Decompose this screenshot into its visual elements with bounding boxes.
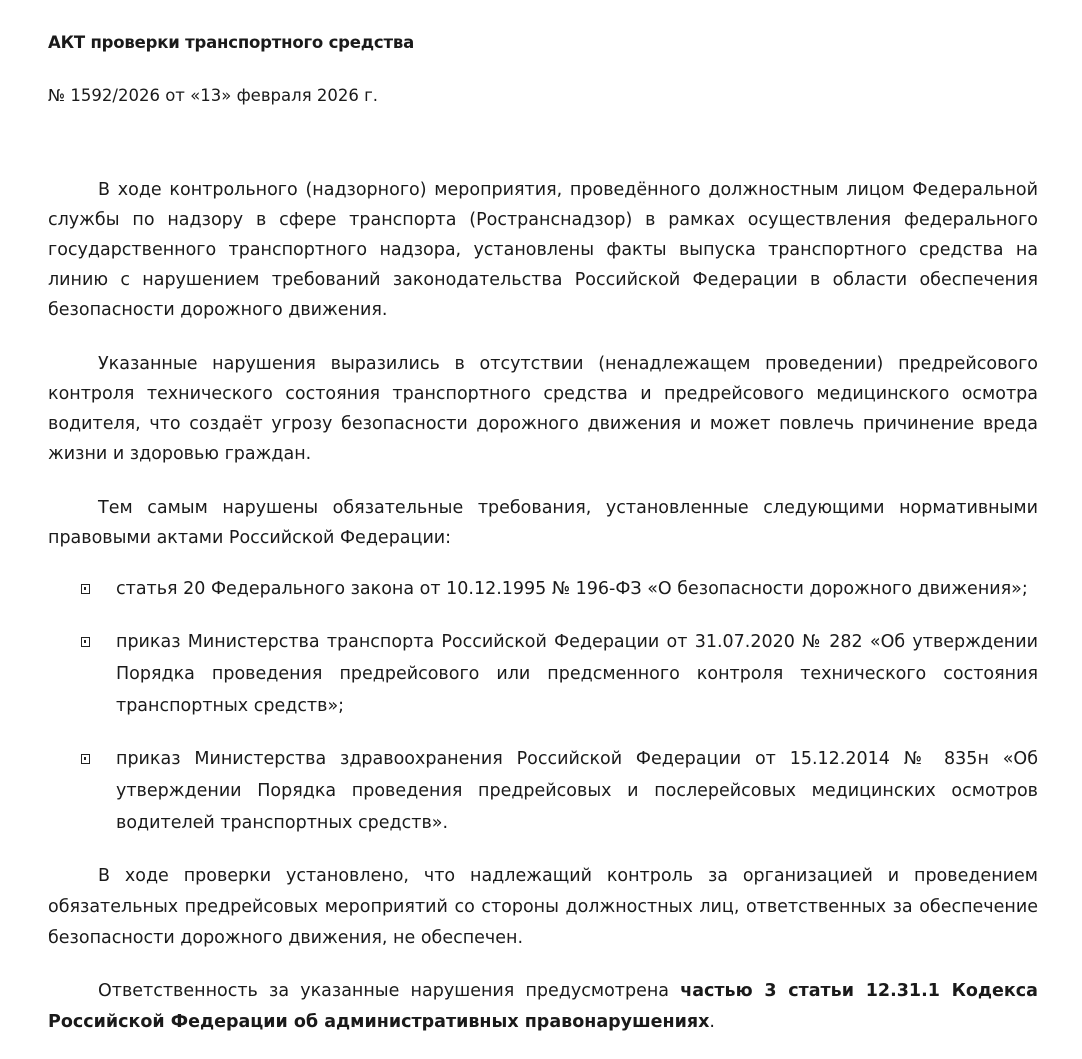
paragraph-control-failure: В ходе проверки установлено, что надлежащий контроль за организацией и проведением обязательных предрейсовых мероприятий со стороны должностных лиц, ответственных за обеспечение безопасности дорожного движения, не обеспечен. (48, 866, 1038, 948)
list-item (48, 626, 1038, 722)
legal-act-text: статья 20 Федерального закона от 10.12.1995 № 196-ФЗ «О безопасности дорожного движения»; (116, 579, 1028, 599)
legal-act-text: приказ Министерства здравоохранения Российской Федерации от 15.12.2014 № 835н «Об утверждении Порядка проведения предрейсовых и послерейсовых медицинских осмотров водителей транспортных средств». (116, 749, 1038, 833)
document-body (48, 175, 1038, 1038)
square-bullet-icon (81, 637, 90, 647)
paragraph-violations: Указанные нарушения выразились в отсутствии (ненадлежащем проведении) предрейсового контроля технического состояния транспортного средства и предрейсового медицинского осмотра водителя, что создаёт угрозу безопасности дорожного движения и может повлечь причинение вреда жизни и здоровью граждан. (48, 354, 1038, 464)
legal-acts-list (48, 573, 1038, 839)
document-title: АКТ проверки транспортного средства (48, 33, 415, 52)
paragraph-requirements: Тем самым нарушены обязательные требования, установленные следующими нормативными правовыми актами Российской Федерации: (48, 498, 1038, 548)
liability-article: частью 3 статьи 12.31.1 Кодекса Российской Федерации об административных правонарушениях (48, 981, 1038, 1032)
square-bullet-icon (81, 754, 90, 764)
paragraph-findings: В ходе контрольного (надзорного) мероприятия, проведённого должностным лицом Федеральной службы по надзору в сфере транспорта (Ространснадзор) в рамках осуществления федерального государственного транспортного надзора, установлены факты выпуска транспортного средства на линию с нарушением требований законодательства Российской Федерации в области обеспечения безопасности дорожного движения. (48, 180, 1038, 320)
liability-suffix: . (709, 1012, 715, 1032)
square-bullet-icon (81, 584, 90, 594)
list-item (48, 743, 1038, 839)
legal-act-text: приказ Министерства транспорта Российской Федерации от 31.07.2020 № 282 «Об утверждении Порядка проведения предрейсового или предсменного контроля технического состояния транспортных средств»; (116, 632, 1038, 716)
liability-prefix: Ответственность за указанные нарушения предусмотрена (98, 981, 681, 1001)
document-number-line: № 1592/2026 от «13» февраля 2026 г. (48, 86, 379, 105)
list-item (48, 573, 1038, 605)
paragraph-liability (48, 976, 1038, 1038)
